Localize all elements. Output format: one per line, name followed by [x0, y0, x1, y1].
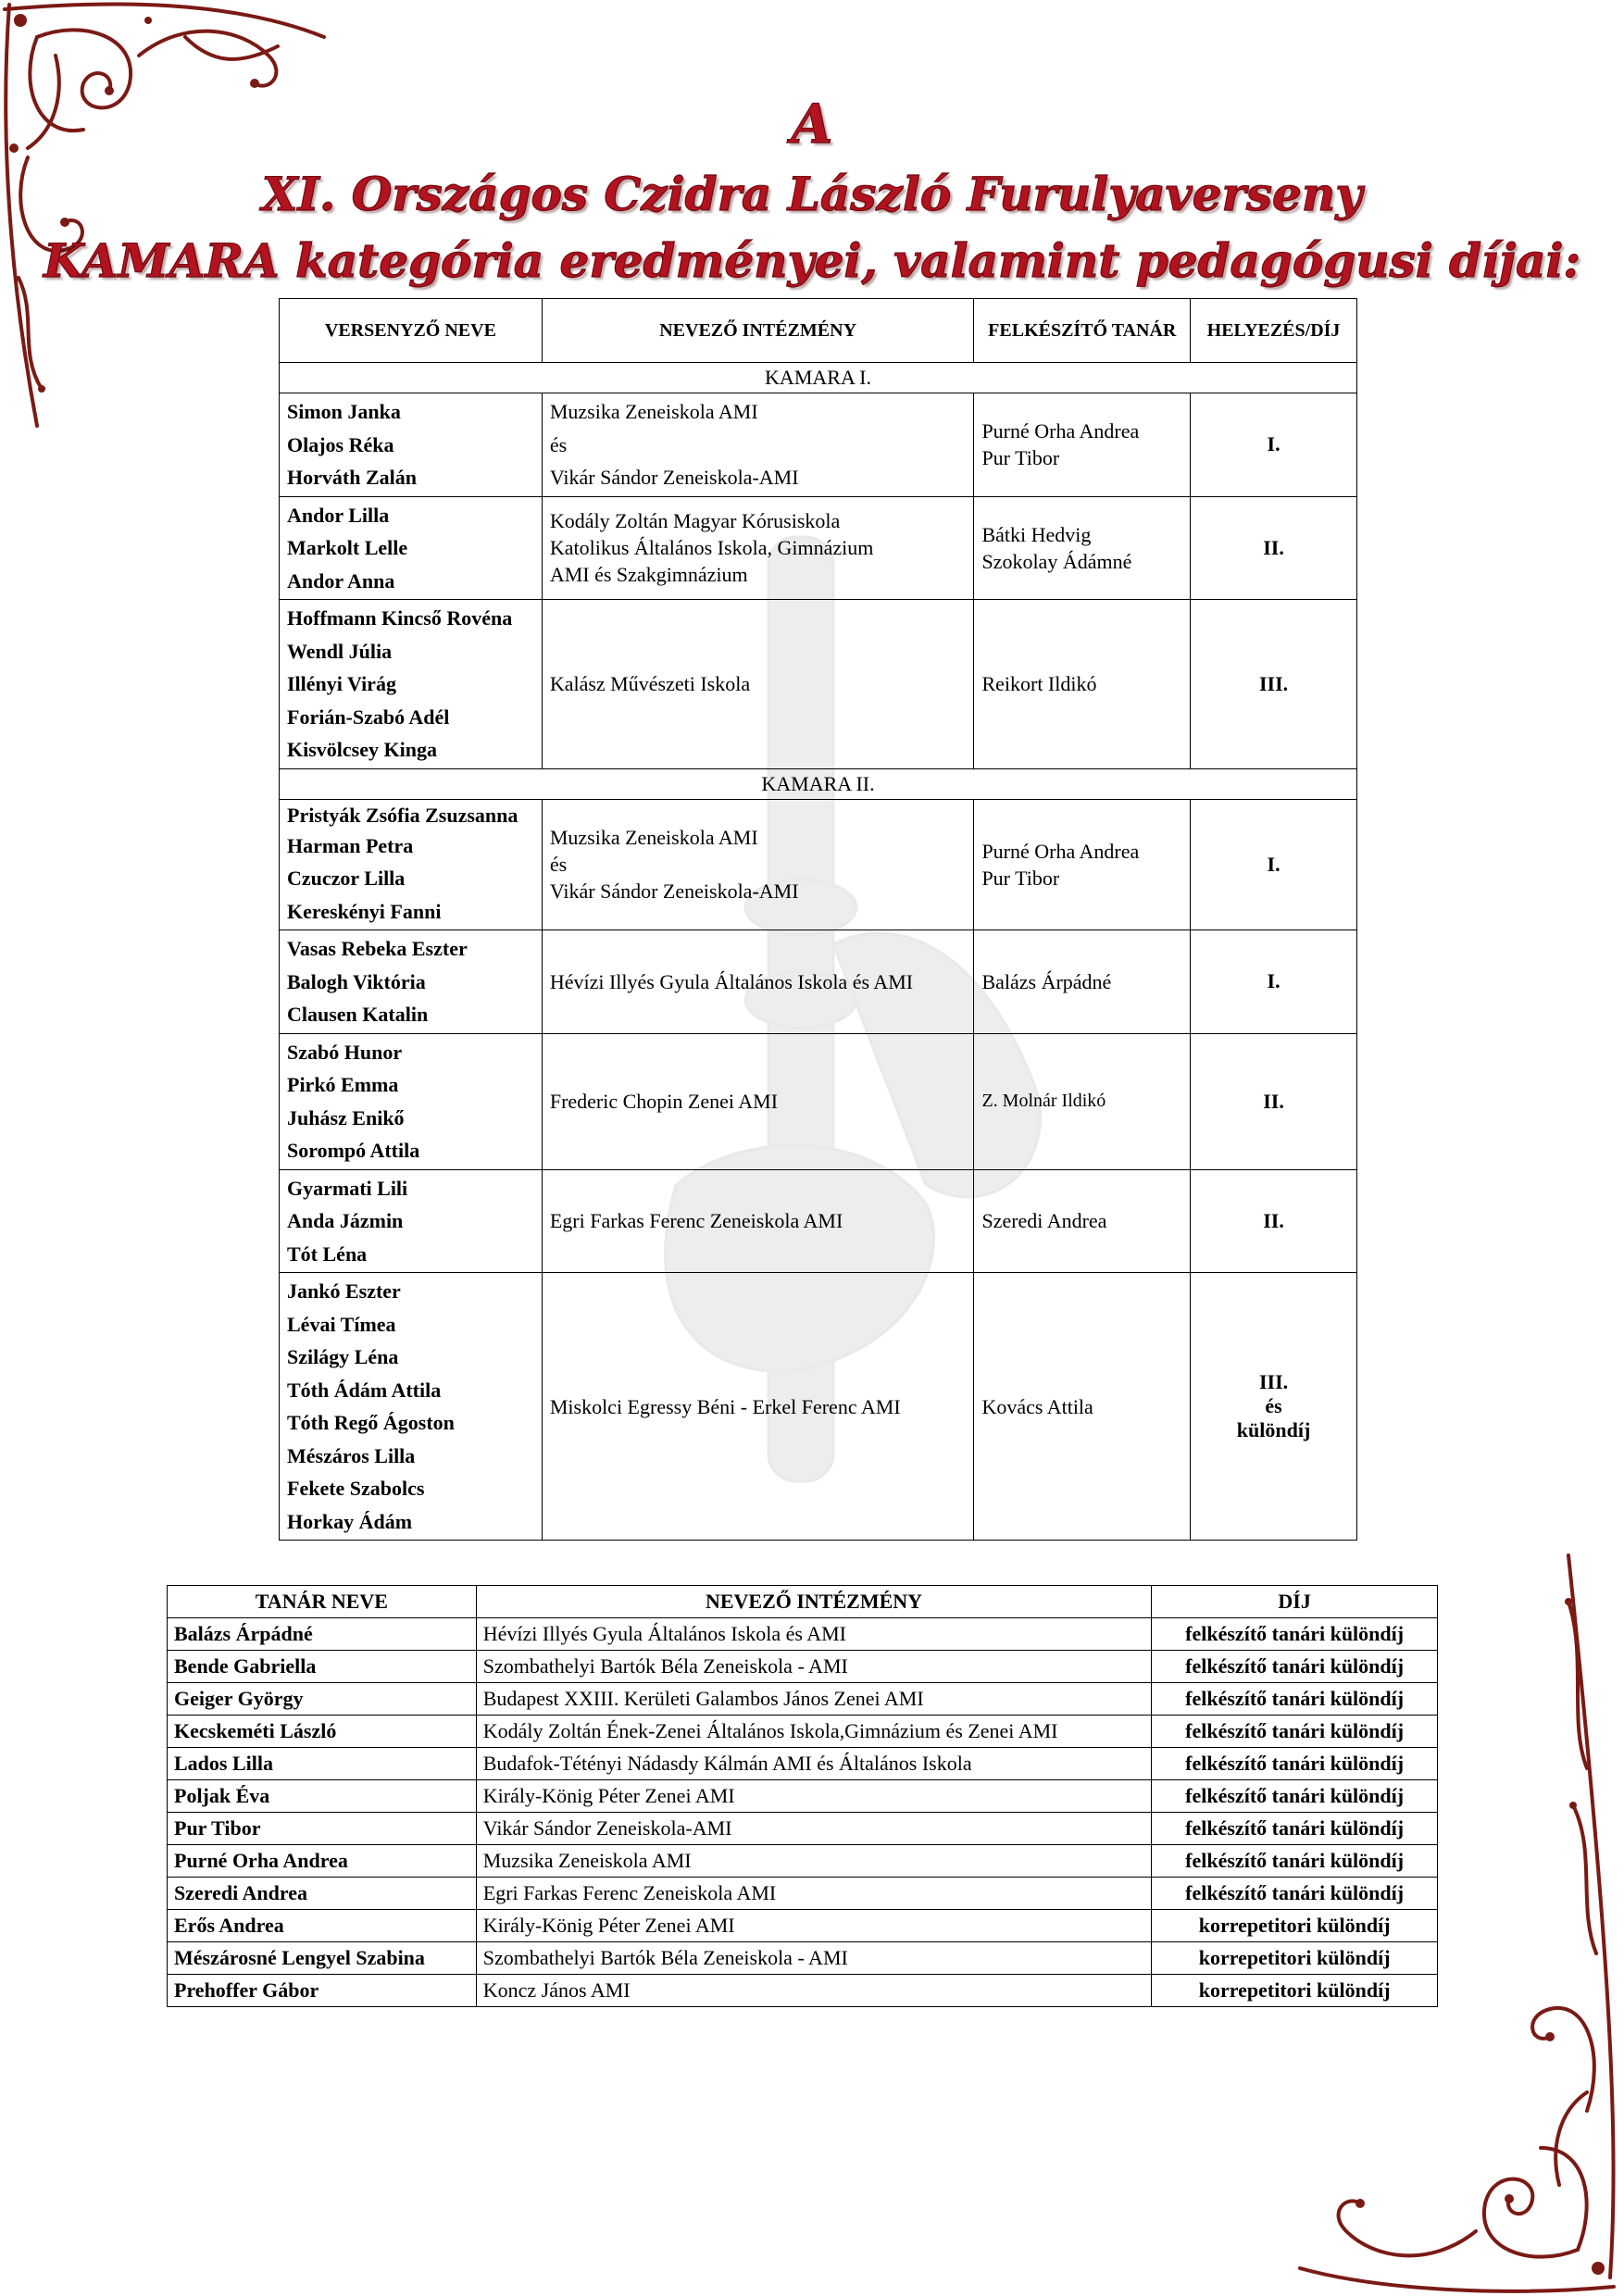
results-table — [279, 298, 1357, 1541]
institution-line: Egri Farkas Ferenc Zeneiskola AMI — [549, 1209, 843, 1233]
competitor-name: Illényi Virág — [287, 672, 396, 695]
institution: Kodály Zoltán Ének-Zenei Általános Iskola,Gimnázium és Zenei AMI — [476, 1716, 1152, 1748]
institution-line: Kalász Művészeti Iskola — [549, 672, 751, 696]
institution-line: Katolikus Általános Iskola, Gimnázium — [549, 536, 874, 560]
placement-cell — [1191, 1273, 1357, 1541]
award: felkészítő tanári különdíj — [1152, 1813, 1438, 1845]
competitor-name: Andor Lilla — [287, 503, 390, 527]
competitor-name: Andor Anna — [287, 568, 395, 593]
table-row — [280, 799, 1357, 930]
competitor-names — [280, 1169, 543, 1273]
institution-line: és — [549, 853, 568, 877]
teacher-name: Szeredi Andrea — [168, 1878, 477, 1910]
award: felkészítő tanári különdíj — [1152, 1845, 1438, 1878]
institution: Vikár Sándor Zeneiskola-AMI — [476, 1813, 1152, 1845]
teacher-cell — [974, 496, 1191, 600]
header-teacher-name: TANÁR NEVE — [168, 1586, 477, 1618]
teacher-name: Purné Orha Andrea — [981, 419, 1140, 443]
competitor-name: Markolt Lelle — [287, 536, 408, 559]
institution-cell — [542, 799, 974, 930]
placement-value: I. — [1267, 432, 1280, 456]
teacher-name: Kovács Attila — [981, 1394, 1093, 1418]
awards-header-row — [168, 1586, 1438, 1618]
award: felkészítő tanári különdíj — [1152, 1618, 1438, 1651]
institution: Egri Farkas Ferenc Zeneiskola AMI — [476, 1878, 1152, 1910]
header-institution: NEVEZŐ INTÉZMÉNY — [542, 299, 974, 363]
institution-line: Hévízi Illyés Gyula Általános Iskola és AMI — [549, 969, 914, 993]
header-competitor-name: VERSENYZŐ NEVE — [280, 299, 543, 363]
table-row — [280, 600, 1357, 769]
competitor-names — [280, 393, 543, 497]
teacher-awards-table — [167, 1585, 1438, 2007]
institution-cell — [542, 1169, 974, 1273]
competitor-name: Fekete Szabolcs — [287, 1477, 425, 1500]
award: felkészítő tanári különdíj — [1152, 1878, 1438, 1910]
competitor-name: Kereskényi Fanni — [287, 899, 442, 923]
placement-value: I. — [1267, 852, 1280, 876]
teacher-name: Bátki Hedvig — [981, 522, 1092, 546]
institution-line: Muzsika Zeneiskola AMI — [549, 400, 758, 423]
table-row — [168, 1716, 1438, 1748]
award: korrepetitori különdíj — [1152, 1975, 1438, 2007]
teacher-name: Balázs Árpádné — [168, 1618, 477, 1651]
competitor-name: Szilágy Léna — [287, 1345, 399, 1368]
placement-cell — [1191, 1033, 1357, 1169]
institution-line: Frederic Chopin Zenei AMI — [549, 1090, 779, 1113]
table-row — [280, 930, 1357, 1034]
institution-line: és — [549, 432, 568, 456]
teacher-name: Purné Orha Andrea — [168, 1845, 477, 1878]
institution-line: Vikár Sándor Zeneiskola-AMI — [549, 880, 799, 904]
teacher-cell — [974, 393, 1191, 497]
competitor-name: Sorompó Attila — [287, 1139, 420, 1162]
teacher-name: Kecskeméti László — [168, 1716, 477, 1748]
table-row — [168, 1878, 1438, 1910]
institution-cell — [542, 1273, 974, 1541]
institution-line: Muzsika Zeneiskola AMI — [549, 826, 758, 850]
award: felkészítő tanári különdíj — [1152, 1716, 1438, 1748]
competitor-names — [280, 1273, 543, 1541]
placement-cell — [1191, 930, 1357, 1034]
competitor-name: Czuczor Lilla — [287, 867, 406, 890]
teacher-cell — [974, 1169, 1191, 1273]
institution: Szombathelyi Bartók Béla Zeneiskola - AMI — [476, 1942, 1152, 1975]
teacher-name: Reikort Ildikó — [981, 672, 1097, 696]
table-row — [280, 496, 1357, 600]
award: felkészítő tanári különdíj — [1152, 1780, 1438, 1813]
institution: Budafok-Tétényi Nádasdy Kálmán AMI és Általános Iskola — [476, 1748, 1152, 1780]
teacher-name: Szokolay Ádámné — [981, 549, 1132, 573]
teacher-name: Erős Andrea — [168, 1910, 477, 1942]
competitor-name: Gyarmati Lili — [287, 1176, 408, 1200]
placement-value: II. — [1263, 1208, 1284, 1232]
category-label: KAMARA I. — [280, 363, 1357, 393]
table-row — [168, 1942, 1438, 1975]
teacher-cell — [974, 600, 1191, 769]
teacher-name: Balázs Árpádné — [981, 969, 1112, 993]
institution-line: AMI és Szakgimnázium — [549, 563, 748, 587]
institution-line: Vikár Sándor Zeneiskola-AMI — [549, 466, 799, 489]
placement-value: III. — [1258, 1370, 1289, 1393]
competitor-name: Horváth Zalán — [287, 466, 417, 489]
institution-cell — [542, 930, 974, 1034]
award: felkészítő tanári különdíj — [1152, 1651, 1438, 1683]
table-row — [168, 1780, 1438, 1813]
competitor-name: Tót Léna — [287, 1242, 368, 1266]
institution-cell — [542, 393, 974, 497]
award: korrepetitori különdíj — [1152, 1942, 1438, 1975]
placement-value: II. — [1263, 535, 1284, 559]
placement-value: és — [1265, 1394, 1282, 1417]
teacher-name: Prehoffer Gábor — [168, 1975, 477, 2007]
competitor-name: Lévai Tímea — [287, 1312, 396, 1336]
competitor-name: Simon Janka — [287, 400, 401, 423]
competitor-names — [280, 600, 543, 769]
title-line-1: A — [791, 93, 833, 156]
competitor-name: Wendl Júlia — [287, 639, 393, 663]
category-label: KAMARA II. — [280, 768, 1357, 799]
header-institution: NEVEZŐ INTÉZMÉNY — [476, 1586, 1152, 1618]
header-award: DÍJ — [1152, 1586, 1438, 1618]
competitor-names — [280, 1033, 543, 1169]
competitor-name: Balogh Viktória — [287, 969, 426, 993]
competitor-name: Anda Jázmin — [287, 1209, 404, 1232]
competitor-name: Pristyák Zsófia Zsuzsanna — [287, 803, 518, 827]
institution-cell — [542, 1033, 974, 1169]
award: korrepetitori különdíj — [1152, 1910, 1438, 1942]
teacher-name: Pur Tibor — [168, 1813, 477, 1845]
institution: Budapest XXIII. Kerületi Galambos János Zenei AMI — [476, 1683, 1152, 1716]
institution: Hévízi Illyés Gyula Általános Iskola és AMI — [476, 1618, 1152, 1651]
placement-value: II. — [1263, 1089, 1284, 1113]
placement-cell — [1191, 1169, 1357, 1273]
competitor-name: Clausen Katalin — [287, 1003, 429, 1026]
placement-value: különdíj — [1236, 1418, 1311, 1441]
competitor-name: Hoffmann Kincső Rovéna — [287, 606, 513, 630]
teacher-name: Purné Orha Andrea — [981, 839, 1140, 863]
results-header-row — [280, 299, 1357, 363]
competitor-name: Juhász Enikő — [287, 1105, 405, 1129]
competitor-name: Olajos Réka — [287, 432, 394, 456]
institution: Muzsika Zeneiskola AMI — [476, 1845, 1152, 1878]
teacher-cell — [974, 1273, 1191, 1541]
title-line-3: KAMARA kategória eredményei, valamint pedagógusi díjai: — [44, 233, 1580, 288]
table-row — [168, 1910, 1438, 1942]
table-row — [168, 1618, 1438, 1651]
teacher-name: Lados Lilla — [168, 1748, 477, 1780]
competitor-name: Jankó Eszter — [287, 1279, 401, 1303]
teacher-cell — [974, 799, 1191, 930]
table-row — [280, 1169, 1357, 1273]
table-row — [168, 1683, 1438, 1716]
competitor-name: Horkay Ádám — [287, 1509, 413, 1533]
table-row — [168, 1748, 1438, 1780]
teacher-name: Z. Molnár Ildikó — [981, 1091, 1106, 1111]
competitor-names — [280, 930, 543, 1034]
table-row — [168, 1845, 1438, 1878]
header-teacher: FELKÉSZÍTŐ TANÁR — [974, 299, 1191, 363]
institution-line: Miskolci Egressy Béni - Erkel Ferenc AMI — [549, 1394, 901, 1418]
competitor-name: Tóth Regő Ágoston — [287, 1411, 455, 1434]
teacher-name: Poljak Éva — [168, 1780, 477, 1813]
institution: Király-König Péter Zenei AMI — [476, 1910, 1152, 1942]
teacher-name: Pur Tibor — [981, 866, 1060, 890]
competitor-name: Kisvölcsey Kinga — [287, 738, 437, 761]
placement-cell — [1191, 393, 1357, 497]
teacher-name: Szeredi Andrea — [981, 1209, 1107, 1233]
placement-cell — [1191, 799, 1357, 930]
teacher-cell — [974, 1033, 1191, 1169]
teacher-cell — [974, 930, 1191, 1034]
placement-cell — [1191, 600, 1357, 769]
competitor-name: Forián-Szabó Adél — [287, 705, 450, 729]
award: felkészítő tanári különdíj — [1152, 1683, 1438, 1716]
award: felkészítő tanári különdíj — [1152, 1748, 1438, 1780]
title-line-2: XI. Országos Czidra László Furulyaverseny — [261, 167, 1363, 221]
competitor-name: Szabó Hunor — [287, 1040, 403, 1064]
table-row — [280, 1273, 1357, 1541]
teacher-name: Mészárosné Lengyel Szabina — [168, 1942, 477, 1975]
placement-value: I. — [1267, 969, 1280, 993]
table-row — [280, 1033, 1357, 1169]
placement-value: III. — [1258, 671, 1289, 695]
institution-cell — [542, 496, 974, 600]
institution: Szombathelyi Bartók Béla Zeneiskola - AMI — [476, 1651, 1152, 1683]
competitor-names — [280, 799, 543, 930]
table-row — [168, 1813, 1438, 1845]
competitor-name: Pirkó Emma — [287, 1073, 399, 1096]
institution-cell — [542, 600, 974, 769]
institution: Koncz János AMI — [476, 1975, 1152, 2007]
competitor-names — [280, 496, 543, 600]
placement-cell — [1191, 496, 1357, 600]
institution: Király-König Péter Zenei AMI — [476, 1780, 1152, 1813]
table-row — [168, 1651, 1438, 1683]
teacher-name: Geiger György — [168, 1683, 477, 1716]
teacher-name: Pur Tibor — [981, 446, 1060, 470]
competitor-name: Vasas Rebeka Eszter — [287, 937, 468, 960]
header-placement: HELYEZÉS/DÍJ — [1191, 299, 1357, 363]
teacher-name: Bende Gabriella — [168, 1651, 477, 1683]
competitor-name: Tóth Ádám Attila — [287, 1378, 442, 1402]
table-row — [168, 1975, 1438, 2007]
table-row — [280, 393, 1357, 497]
institution-line: Kodály Zoltán Magyar Kórusiskola — [549, 509, 841, 533]
competitor-name: Mészáros Lilla — [287, 1443, 416, 1467]
competitor-name: Harman Petra — [287, 833, 414, 857]
